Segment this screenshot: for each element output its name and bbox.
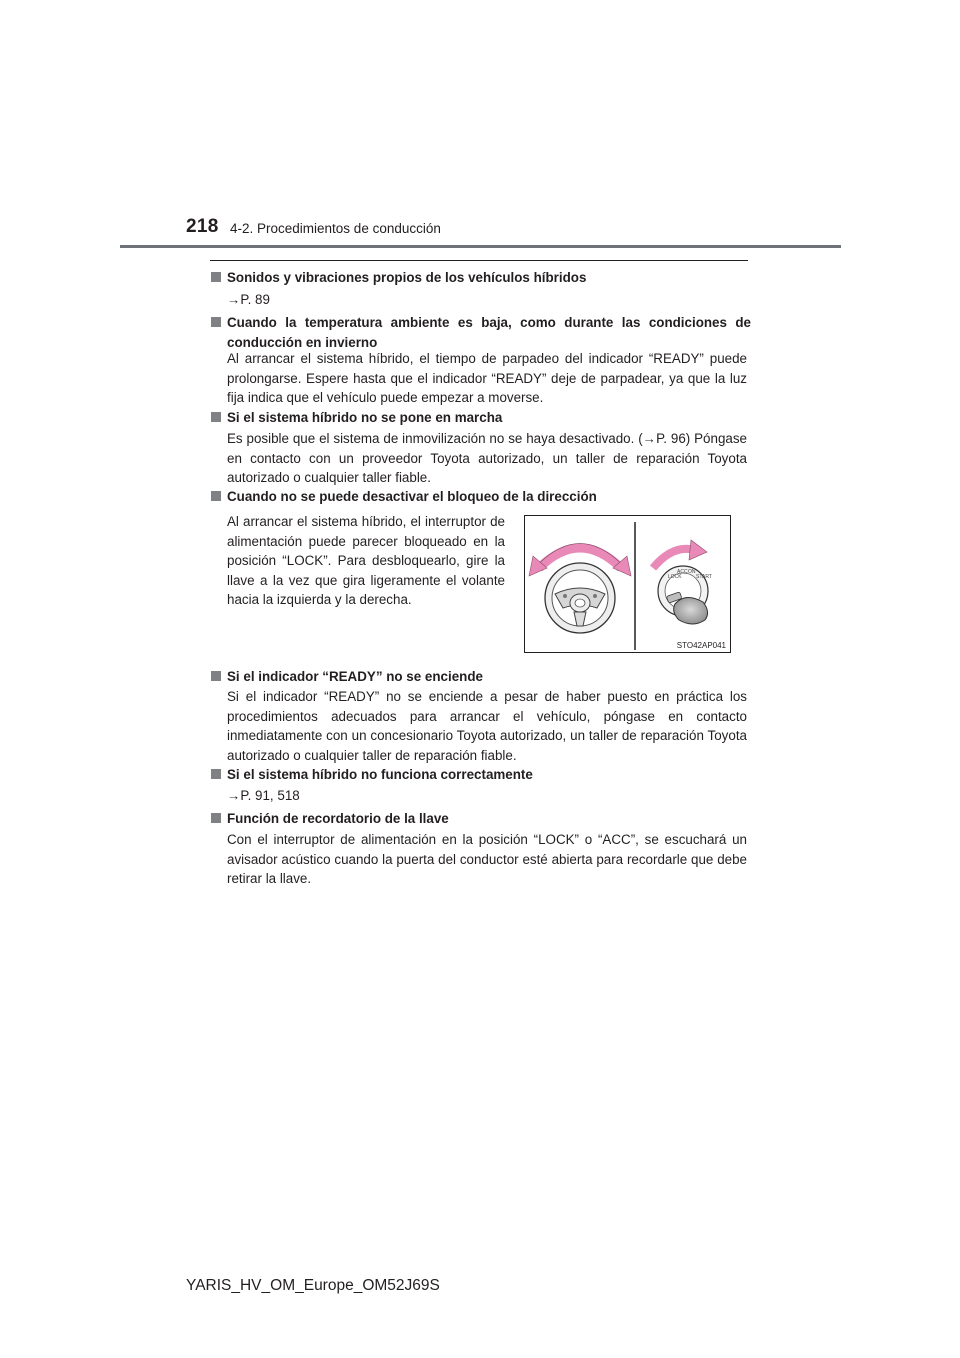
item-heading-text: Si el sistema híbrido no se pone en marcha — [227, 410, 503, 425]
item-body: Es posible que el sistema de inmovilización no se haya desactivado. (→P. 96) Póngase en contacto con un proveedor Toyota autorizado, un taller de reparación Toyota autorizado o cualquier taller fiable. — [227, 431, 747, 485]
item-body: Al arrancar el sistema híbrido, el interruptor de alimentación puede parecer bloqueado en la posición “LOCK”. Para desbloquearlo, gire la llave a la vez que gira ligeramente el volante hacia la izquierda y la derecha. — [227, 514, 505, 607]
item-body: Si el indicador “READY” no se enciende a pesar de haber puesto en práctica los procedimientos adecuados para arrancar el vehículo, póngase en contacto inmediatamente con un concesionario Toyota autorizado, un taller de reparación Toyota autorizado o cualquier taller de reparación fiable. — [227, 689, 747, 763]
square-bullet-icon — [211, 671, 221, 681]
svg-text:LOCK: LOCK — [668, 574, 682, 580]
item-heading-text: Si el indicador “READY” no se enciende — [227, 669, 483, 684]
item-heading — [211, 667, 751, 687]
svg-text:START: START — [696, 574, 712, 580]
page-number: 218 — [186, 216, 219, 237]
turn-key-arrow-icon — [653, 540, 707, 568]
document-code: YARIS_HV_OM_Europe_OM52J69S — [186, 1277, 440, 1294]
item-heading — [211, 268, 751, 288]
steering-unlock-figure — [524, 515, 731, 653]
square-bullet-icon — [211, 769, 221, 779]
item-heading-text: Función de recordatorio de la llave — [227, 811, 449, 826]
item-body: Al arrancar el sistema híbrido, el tiempo de parpadeo del indicador “READY” puede prolongarse. Espere hasta que el indicador “READY” deje de parpadear, ya que la luz fija indica que el vehículo puede empezar a moverse. — [227, 351, 747, 405]
svg-text:ON: ON — [688, 569, 696, 575]
item-heading-text: conducción en invierno — [227, 334, 378, 350]
steering-wheel-and-key-illustration — [525, 516, 732, 654]
section-title: 4-2. Procedimientos de conducción — [230, 221, 441, 236]
steering-wheel-icon — [545, 563, 615, 633]
page-reference: →P. 91, 518 — [227, 788, 300, 803]
item-heading — [211, 313, 751, 352]
item-heading — [211, 765, 751, 785]
item-heading-text: Sonidos y vibraciones propios de los vehículos híbridos — [227, 270, 587, 285]
item-body: Con el interruptor de alimentación en la posición “LOCK” o “ACC”, se escuchará un avisador acústico cuando la puerta del conductor esté abierta para recordarle que debe retirar la llave. — [227, 832, 747, 886]
item-heading — [211, 487, 751, 507]
svg-text:ACC: ACC — [677, 569, 688, 575]
item-heading — [211, 809, 751, 829]
square-bullet-icon — [211, 412, 221, 422]
item-heading — [211, 408, 751, 428]
item-heading-text: Cuando la temperatura ambiente es baja, como durante las condiciones de — [227, 315, 751, 330]
header-rule — [120, 245, 841, 248]
page-reference: →P. 89 — [227, 292, 270, 307]
ignition-switch-icon — [658, 566, 712, 624]
item-heading-text: Si el sistema híbrido no funciona correctamente — [227, 767, 533, 782]
square-bullet-icon — [211, 317, 221, 327]
square-bullet-icon — [211, 272, 221, 282]
square-bullet-icon — [211, 813, 221, 823]
content-rule — [210, 260, 748, 261]
square-bullet-icon — [211, 491, 221, 501]
item-heading-text: Cuando no se puede desactivar el bloqueo de la dirección — [227, 489, 597, 504]
figure-code: STO42AP041 — [676, 641, 726, 650]
